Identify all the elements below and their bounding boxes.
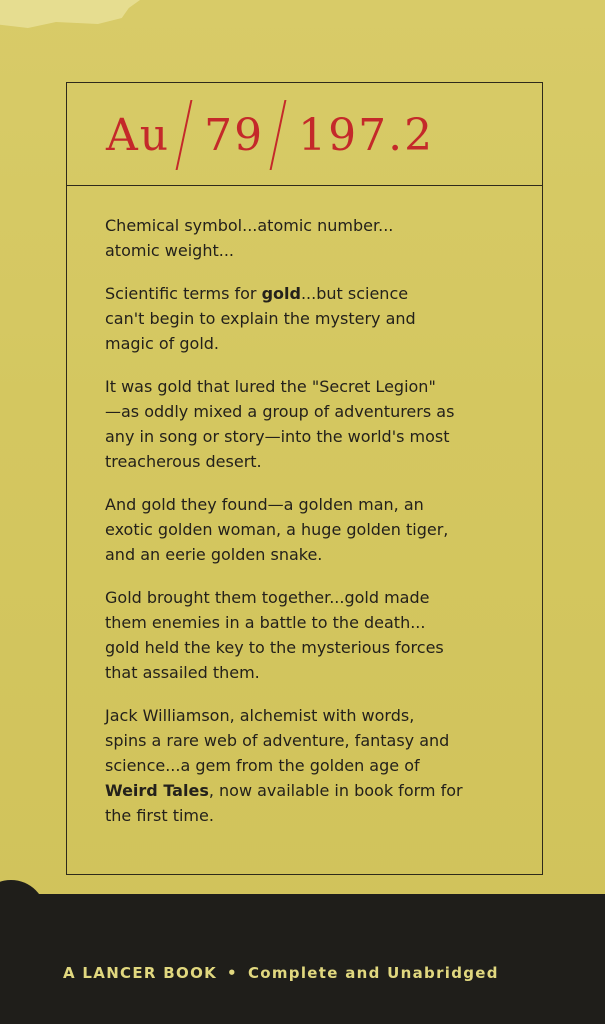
gold-symbol-row bbox=[106, 107, 434, 163]
header-divider-1 bbox=[176, 100, 199, 170]
blurb-paragraph-3: It was gold that lured the "Secret Legion" —as oddly mixed a group of adventurers as any in song or story—into the world's most treacherous desert. bbox=[105, 377, 455, 471]
element-header bbox=[67, 83, 542, 186]
blurb-paragraph-5: Gold brought them together...gold made them enemies in a battle to the death... gold held the key to the mysterious forces that assailed them. bbox=[105, 588, 444, 682]
weird-tales-emphasis: Weird Tales bbox=[105, 781, 209, 800]
atomic-number: 79 bbox=[204, 109, 265, 161]
blurb-paragraph-1: Chemical symbol...atomic number... atomic weight... bbox=[105, 216, 394, 260]
blurb-paragraph-6: Jack Williamson, alchemist with words, spins a rare web of adventure, fantasy and science...a gem from the golden age of Weird Tales, now available in book form for the first time. bbox=[105, 706, 463, 825]
edition-label: Complete and Unabridged bbox=[247, 964, 499, 982]
gold-symbol: Au bbox=[106, 109, 171, 161]
bottom-black-band bbox=[0, 894, 605, 1024]
atomic-weight: 197.2 bbox=[298, 109, 435, 161]
blurb-paragraph-2: Scientific terms for gold...but science can't begin to explain the mystery and magic of gold. bbox=[105, 284, 416, 353]
header-divider-2 bbox=[270, 100, 293, 170]
text-frame bbox=[66, 82, 543, 875]
publisher-label: A LANCER BOOK bbox=[63, 964, 218, 982]
footer-separator: • bbox=[227, 964, 238, 982]
blurb-text bbox=[105, 213, 515, 846]
torn-corner bbox=[0, 0, 140, 40]
footer-line bbox=[63, 964, 499, 982]
blurb-paragraph-4: And gold they found—a golden man, an exotic golden woman, a huge golden tiger, and an eerie golden snake. bbox=[105, 495, 449, 564]
gold-emphasis: gold bbox=[261, 284, 301, 303]
